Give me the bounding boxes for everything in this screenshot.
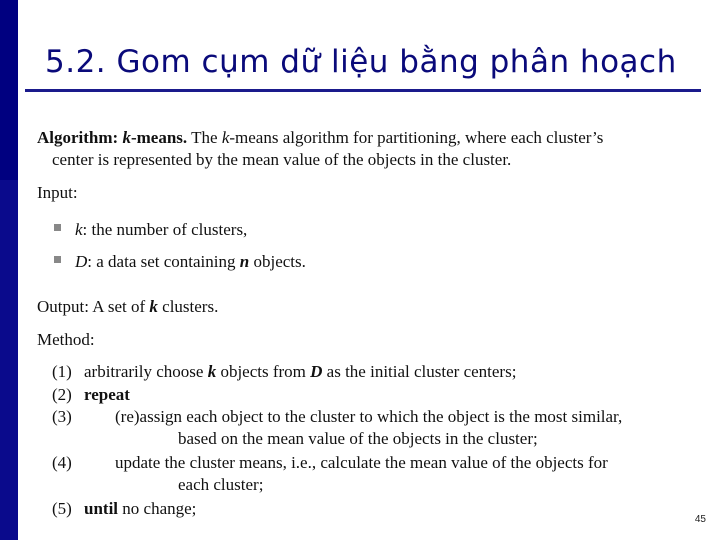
slide-title: 5.2. Gom cụm dữ liệu bằng phân hoạch [45,44,677,80]
algorithm-desc-var: k [221,128,230,147]
output-text-b: clusters. [157,297,219,316]
method-step-5 [84,499,196,519]
input-label: Input: [37,183,78,202]
method-step-1 [84,362,516,382]
input-item-d-text-b: objects. [249,252,306,271]
method-step-num: (2) [52,385,72,404]
method-step-num: (3) [52,407,72,426]
input-item-k [75,220,247,240]
square-bullet-icon [54,224,61,231]
input-item-d-text-a: : a data set containing [87,252,240,271]
page-number: 45 [694,514,706,525]
input-item-k-text: : the number of clusters, [82,220,248,239]
square-bullet-icon [54,256,61,263]
algorithm-desc-start: The [191,128,218,147]
step-1-c: as the initial cluster centers; [322,362,517,381]
algorithm-heading-line [37,128,603,148]
algorithm-name-rest: -means. [130,128,188,147]
method-step-3-cont: based on the mean value of the objects in the cluster; [178,429,538,448]
output-line [37,297,218,317]
step-1-var-k: k [207,362,217,381]
input-var-n: n [239,252,250,271]
input-item-d [75,252,306,272]
output-label: Output [37,297,85,316]
input-var-k: k [75,220,83,239]
method-step-4-cont: each cluster; [178,475,264,494]
output-text-a: : A set of [84,297,150,316]
algorithm-desc-rest: -means algorithm for partitioning, where each cluster’s [229,128,604,147]
method-step-3: (re)assign each object to the cluster to which the object is the most similar, [115,407,623,426]
method-step-4: update the cluster means, i.e., calculate the mean value of the objects for [115,453,608,472]
algorithm-label: Algorithm: [37,128,119,147]
method-label: Method: [37,330,95,349]
step-1-var-d: D [310,362,323,381]
algorithm-name-var: k [122,128,131,147]
method-step-num: (5) [52,499,72,518]
step-1-b: objects from [216,362,311,381]
step-5-text: no change; [118,499,197,518]
step-1-a: arbitrarily choose [84,362,208,381]
step-5-keyword: until [84,499,119,518]
input-var-d: D [75,252,88,271]
output-var-k: k [149,297,158,316]
method-step-2-keyword: repeat [84,385,130,404]
method-step-num: (1) [52,362,72,381]
algorithm-desc-line-2: center is represented by the mean value of the objects in the cluster. [52,150,512,169]
method-step-num: (4) [52,453,72,472]
